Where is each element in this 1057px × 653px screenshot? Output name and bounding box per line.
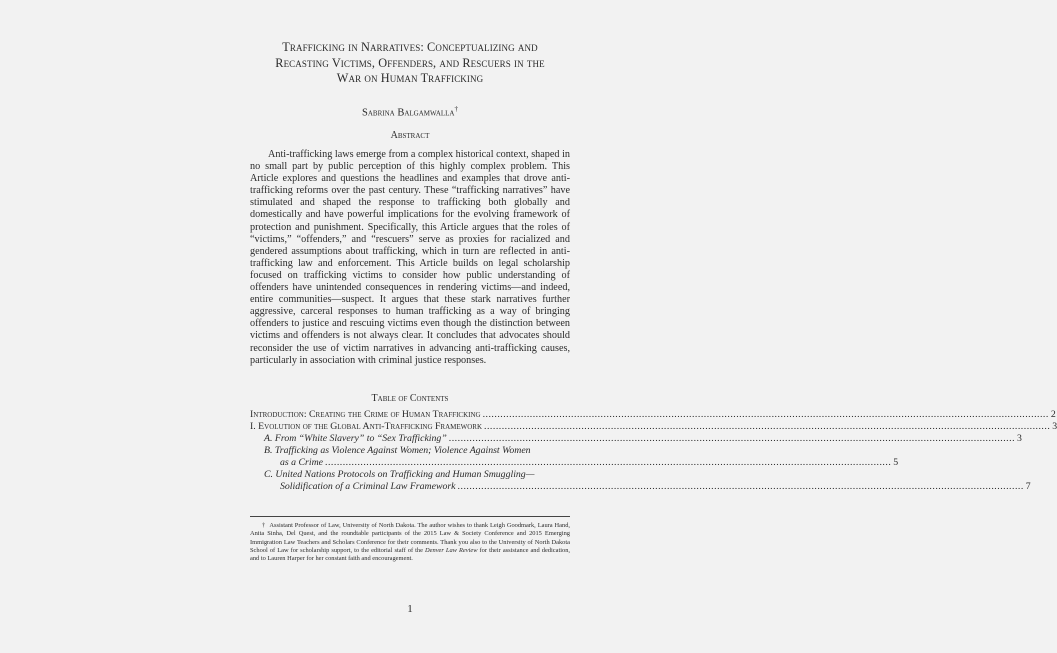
toc-entry-page: 7 [1025, 481, 1031, 492]
toc-entry-introduction[interactable] [250, 409, 1056, 421]
toc-entry-section-b[interactable] [250, 445, 570, 457]
toc-entry-section-b-continued[interactable] [250, 457, 899, 469]
toc-leader-dots [456, 481, 1026, 493]
page-number: 1 [407, 603, 413, 615]
toc-leader-dots [481, 409, 1051, 421]
toc-heading: Table of Contents [371, 393, 449, 404]
article-title [220, 40, 600, 87]
toc-entry-page: 5 [893, 457, 899, 468]
title-line: War on Human Trafficking [336, 71, 484, 85]
toc-entry-label: I. Evolution of the Global Anti-Trafficking Framework [250, 421, 483, 432]
toc-entry-label-continued: as a Crime [280, 457, 324, 468]
footnote-divider [250, 516, 570, 517]
toc-leader-dots [482, 421, 1052, 433]
toc-entry-label-continued: Solidification of a Criminal Law Framework [280, 481, 456, 492]
toc-leader-dots [447, 433, 1017, 445]
toc-entry-label: C. United Nations Protocols on Trafficking and Human Smuggling— [264, 469, 535, 480]
toc-entry-section-a[interactable] [250, 433, 1022, 445]
toc-entry-label: B. Trafficking as Violence Against Women; Violence Against Women [264, 445, 531, 456]
footnote-journal-name: Denver Law Review [425, 546, 478, 554]
toc-entry-section-c-continued[interactable] [250, 481, 1031, 493]
toc-entry-page: 3 [1052, 421, 1057, 432]
toc-entry-part-one[interactable] [250, 421, 1057, 433]
abstract-heading: Abstract [390, 130, 430, 141]
abstract-body: Anti-trafficking laws emerge from a complex historical context, shaped in no small part by public perception of this highly complex problem. This Article explores and questions the headlines and examples that drove anti-trafficking reforms over the past century. These “trafficking narratives” have stimulated and shaped the response to trafficking both globally and domestically and have powerful implications for the evolving framework of protection and punishment. Specifically, this Article argues that the roles of “victims,” “offenders,” and “rescuers” serve as proxies for racialized and gendered assumptions about trafficking, which in turn are reflected in anti-trafficking law and enforcement. This Article builds on legal scholarship focused on trafficking victims to consider how public understanding of offenders have unintended consequences in rendering victims—and indeed, entire communities—suspect. It argues that these stark narratives further aggressive, carceral responses to human trafficking as a way of bringing offenders to justice and rescuing victims even though the distinction between victims and offenders is not always clear. It concludes that advocates should reconsider the use of victim narratives in advancing anti-trafficking causes, particularly in association with criminal justice responses. [250, 149, 570, 366]
author-footnote-mark[interactable]: † [454, 105, 458, 113]
toc-entry-label: Introduction: Creating the Crime of Human Trafficking [250, 409, 481, 420]
footnote [250, 522, 570, 563]
title-line: Recasting Victims, Offenders, and Rescuers in the [275, 55, 545, 70]
toc-entry-page: 3 [1017, 433, 1022, 444]
author-name: Sabrina Balgamwalla [362, 107, 455, 119]
footnote-text-after: for their assistance and dedication, and to Lauren Harper for her constant faith and encouragement. [250, 546, 570, 563]
author-line [250, 105, 570, 119]
footnote-text-before: Assistant Professor of Law, University of North Dakota. The author wishes to thank Leigh Goodmark, Laura Hand, Anita Sinha, Del Quest, and the roundtable participants of the 2015 Law & Society Conference and 2015 Emerging Immigration Law Teachers and Scholars Conference for their comments. Thank you also to the University of North Dakota School of Law for scholarship support, to the editorial staff of the [250, 522, 570, 554]
footnote-mark: † [262, 522, 266, 529]
toc-entry-section-c[interactable] [250, 469, 570, 481]
title-line: Trafficking in Narratives: Conceptualizing and [282, 40, 538, 54]
table-of-contents [250, 409, 1057, 493]
toc-entry-label: A. From “White Slavery” to “Sex Trafficking” [264, 433, 447, 444]
toc-entry-page: 2 [1050, 409, 1056, 420]
toc-leader-dots [323, 457, 893, 469]
